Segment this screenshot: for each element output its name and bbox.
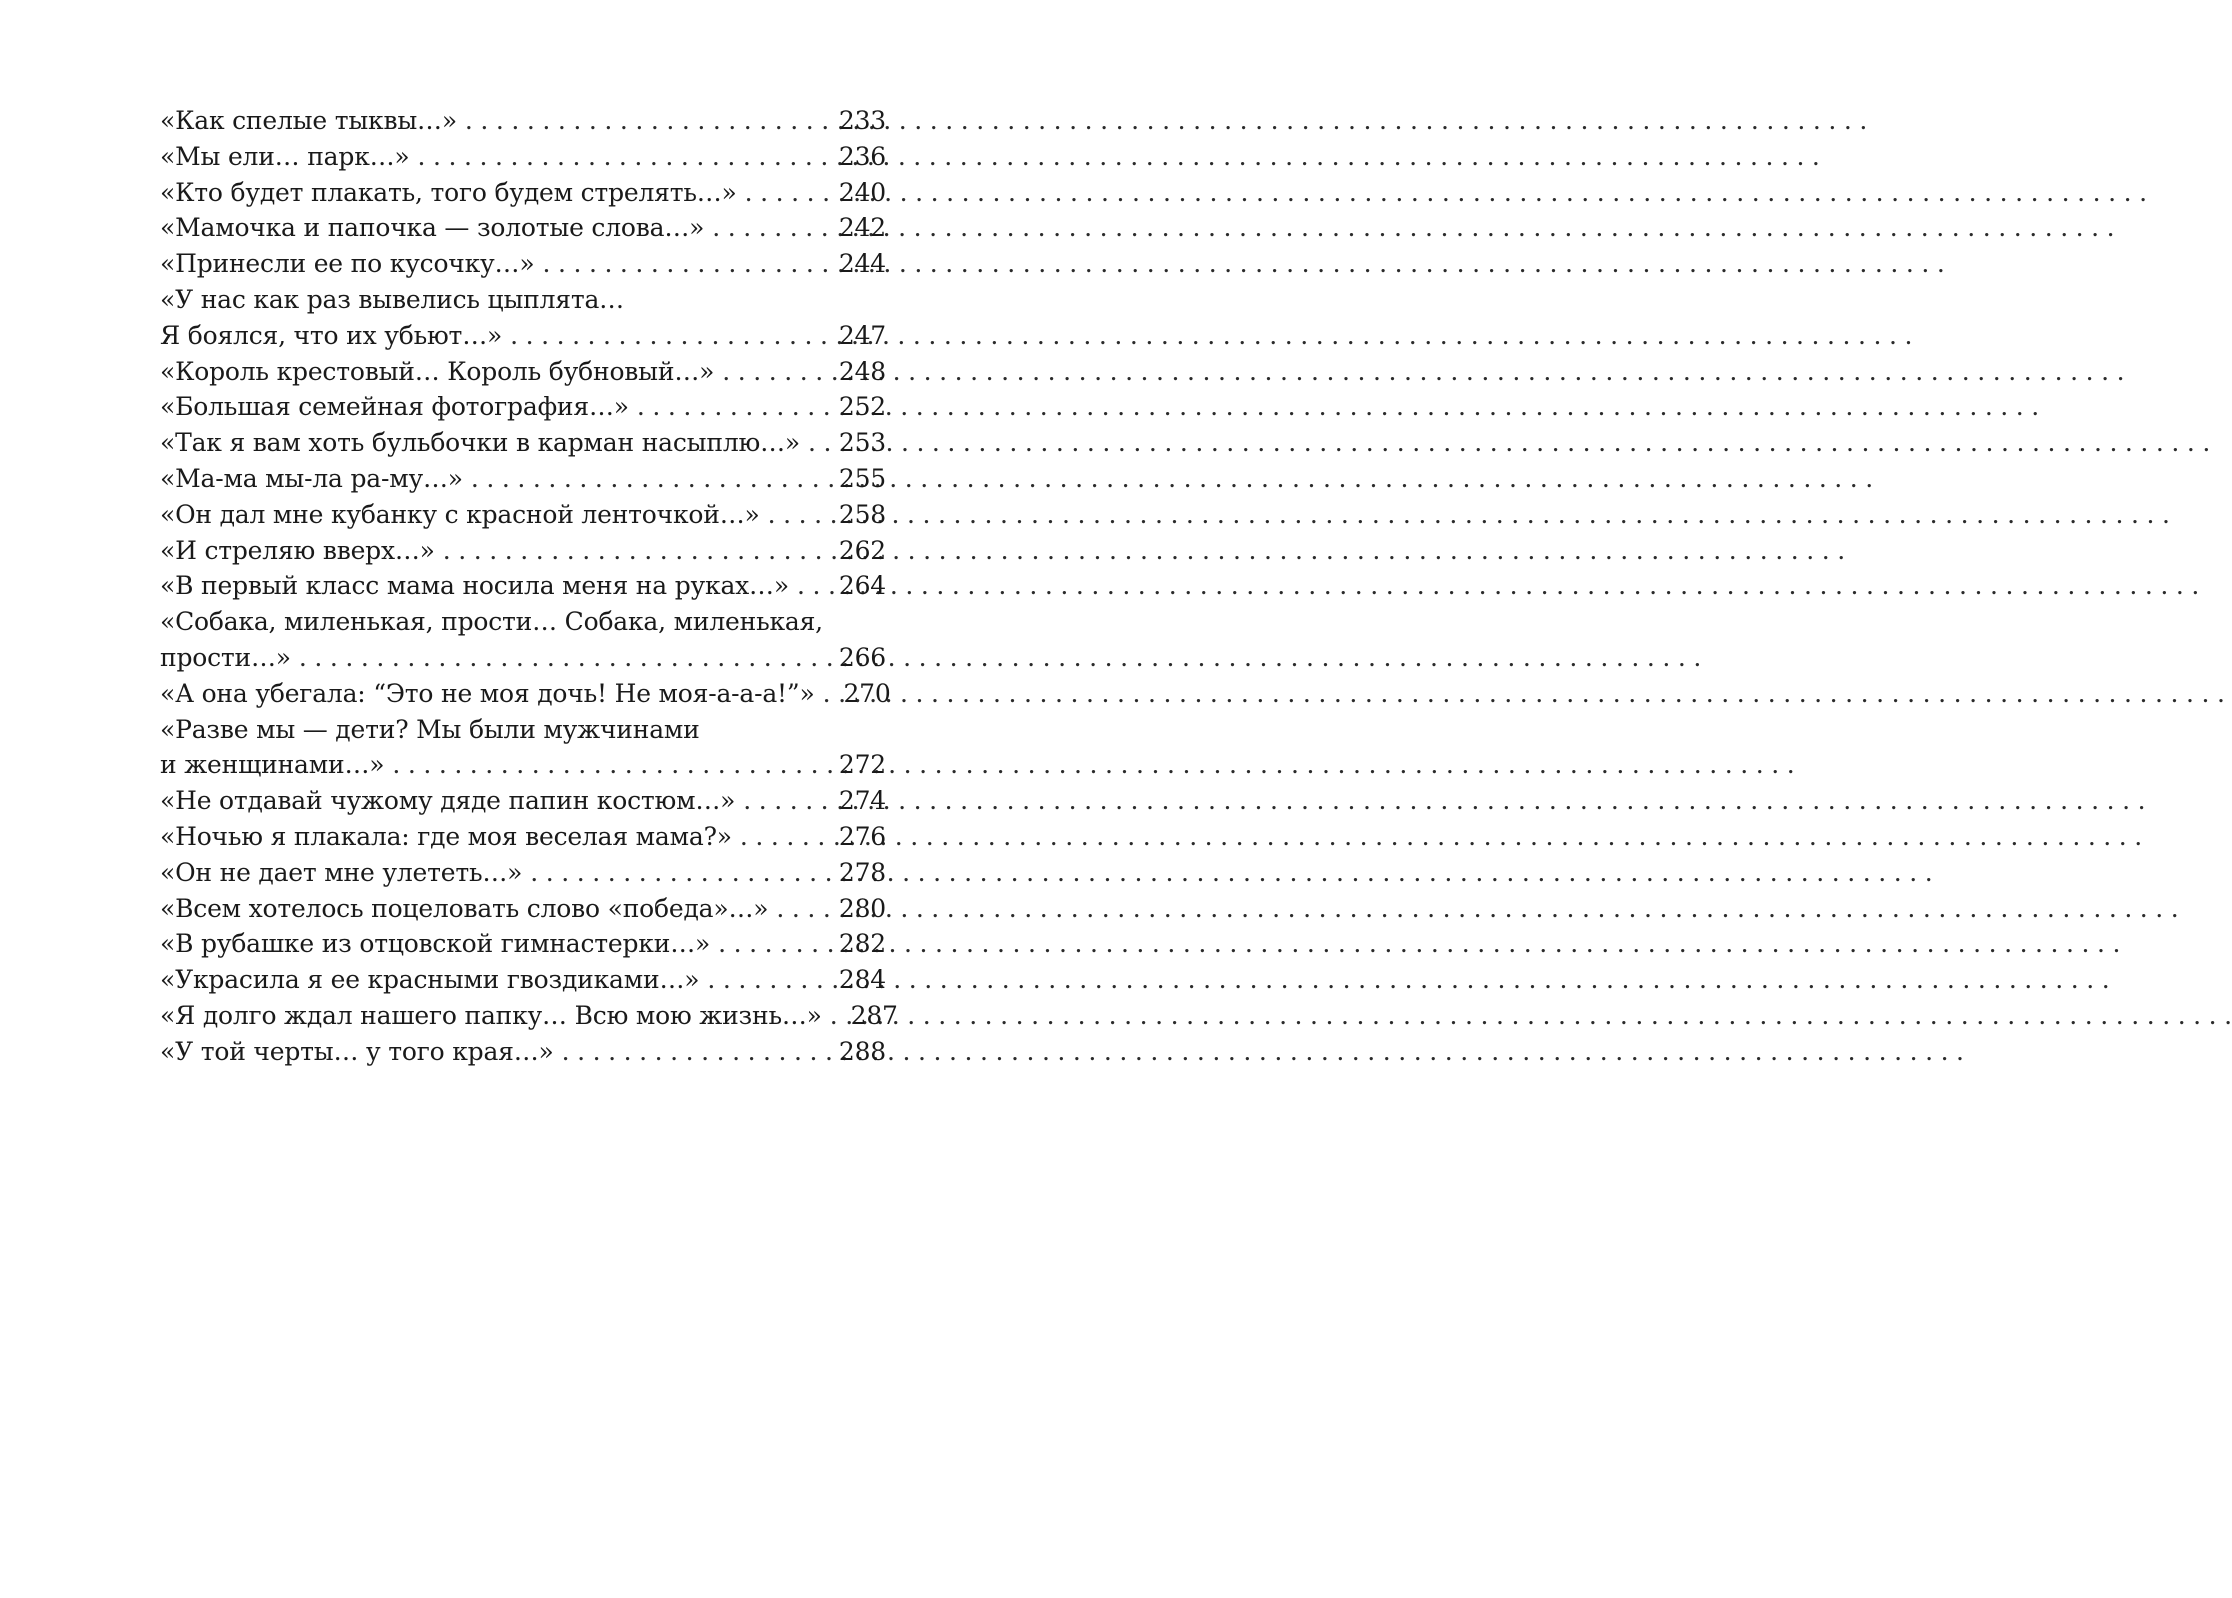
toc-entry[interactable] (160, 998, 898, 1034)
toc-entry[interactable] (160, 676, 891, 712)
dot-leader (562, 1034, 832, 1070)
toc-entry-title: «Как спелые тыквы…» (160, 106, 457, 135)
toc-entry-title: «Так я вам хоть бульбочки в карман насыплю…» (160, 428, 800, 458)
dot-leader (707, 962, 832, 998)
toc-entry[interactable] (160, 926, 886, 962)
dot-leader (443, 533, 832, 569)
toc-entry-title: «Я долго ждал нашего папку… Всю мою жизнь…» (160, 1000, 822, 1030)
dot-leader (830, 998, 844, 1034)
toc-entry-title: «В рубашке из отцовской гимнастерки…» (160, 929, 711, 959)
dot-leader (542, 246, 832, 282)
dot-leader (392, 747, 832, 783)
toc-entry-line (160, 819, 886, 855)
toc-page-number: 247 (838, 320, 886, 350)
toc-entry-title: прости…» (160, 642, 291, 672)
toc-entry-title: «У той черты… у того края…» (160, 1036, 554, 1066)
toc-entry[interactable] (160, 175, 886, 211)
toc-entry-title: «Король крестовый… Король бубновый…» (160, 356, 715, 386)
dot-leader (823, 676, 837, 712)
dot-leader (740, 819, 832, 855)
toc-entry-line (160, 425, 886, 461)
toc-entry[interactable] (160, 425, 886, 461)
toc-page-number: 287 (850, 1000, 898, 1030)
dot-leader (797, 568, 832, 604)
toc-entry-title: «Принесли ее по кусочку…» (160, 249, 535, 279)
toc-page-number: 262 (838, 535, 886, 565)
toc-entry-line (160, 891, 886, 927)
toc-entry-title: «Не отдавай чужому дяде папин костюм…» (160, 786, 736, 816)
toc-page-number: 280 (838, 893, 886, 923)
toc-entry-title: «Кто будет плакать, того будем стрелять…» (160, 177, 737, 207)
toc-entry-line (160, 461, 886, 497)
toc-entry-line (160, 855, 886, 891)
toc-page-number: 274 (838, 786, 886, 816)
toc-entry[interactable] (160, 139, 886, 175)
toc-entry-line (160, 175, 886, 211)
toc-entry-title: «У нас как раз вывелись цыплята… (160, 284, 624, 314)
toc-entry[interactable] (160, 783, 886, 819)
toc-entry[interactable] (160, 282, 886, 354)
toc-page-number: 233 (838, 106, 886, 135)
dot-leader (745, 175, 832, 211)
dot-leader (808, 425, 832, 461)
toc-entry[interactable] (160, 103, 886, 139)
toc-entry-line (160, 998, 898, 1034)
dot-leader (530, 855, 832, 891)
toc-page-number: 284 (838, 965, 886, 995)
toc-page-number: 272 (838, 750, 886, 780)
toc-page-number: 236 (838, 141, 886, 171)
dot-leader (637, 389, 832, 425)
toc-page-number: 255 (838, 463, 886, 493)
dot-leader (299, 640, 832, 676)
toc-entry-title: «Собака, миленькая, прости… Собака, миленькая, (160, 607, 823, 637)
toc-page-number: 248 (838, 356, 886, 386)
toc-entry-line (160, 747, 886, 783)
toc-entry[interactable] (160, 533, 886, 569)
toc-entry-line (160, 962, 886, 998)
table-of-contents (160, 103, 898, 1070)
toc-entry-line (160, 354, 886, 390)
toc-entry[interactable] (160, 246, 886, 282)
dot-leader (418, 139, 832, 175)
toc-entry[interactable] (160, 962, 886, 998)
toc-entry-line (160, 533, 886, 569)
dot-leader (465, 103, 832, 139)
toc-entry-title: «И стреляю вверх…» (160, 535, 435, 565)
toc-entry-title: «Большая семейная фотография…» (160, 392, 629, 422)
toc-entry[interactable] (160, 354, 886, 390)
toc-entry-title: «А она убегала: “Это не моя дочь! Не моя-а-а-а!”» (160, 678, 815, 708)
toc-entry-title: «Он дал мне кубанку с красной ленточкой…» (160, 499, 760, 529)
toc-entry[interactable] (160, 389, 886, 425)
toc-page-number: 252 (838, 392, 886, 422)
toc-page-number: 242 (838, 213, 886, 243)
toc-entry-title: «Всем хотелось поцеловать слово «победа»…» (160, 893, 769, 923)
toc-entry[interactable] (160, 568, 886, 604)
toc-page-number: 288 (838, 1036, 886, 1066)
toc-entry-title: и женщинами…» (160, 750, 385, 780)
toc-entry-title: «Ночью я плакала: где моя веселая мама?» (160, 821, 732, 851)
toc-page-number: 270 (843, 678, 891, 708)
toc-page-number: 264 (838, 571, 886, 601)
toc-entry-title: «Ма-ма мы-ла ра-му…» (160, 463, 463, 493)
toc-entry-line (160, 210, 886, 246)
dot-leader (471, 461, 832, 497)
toc-entry-title: «Украсила я ее красными гвоздиками…» (160, 965, 700, 995)
dot-leader (776, 891, 832, 927)
toc-entry-title: «В первый класс мама носила меня на руках…» (160, 571, 789, 601)
toc-entry-line (160, 139, 886, 175)
toc-entry-line (160, 389, 886, 425)
toc-entry[interactable] (160, 819, 886, 855)
toc-entry-line (160, 282, 886, 318)
toc-page-number: 244 (838, 249, 886, 279)
toc-entry[interactable] (160, 604, 886, 676)
dot-leader (768, 497, 832, 533)
toc-entry-line (160, 497, 886, 533)
toc-page-number: 258 (838, 499, 886, 529)
toc-entry[interactable] (160, 497, 886, 533)
toc-entry-line (160, 640, 886, 676)
toc-entry-line (160, 676, 891, 712)
toc-entry[interactable] (160, 210, 886, 246)
toc-entry-line (160, 568, 886, 604)
toc-page-number: 282 (838, 929, 886, 959)
toc-entry-title: Я боялся, что их убьют…» (160, 320, 503, 350)
toc-entry-title: «Разве мы — дети? Мы были мужчинами (160, 714, 700, 744)
toc-entry[interactable] (160, 712, 886, 784)
toc-page-number: 278 (838, 857, 886, 887)
toc-entry[interactable] (160, 891, 886, 927)
toc-entry[interactable] (160, 855, 886, 891)
toc-page-number: 266 (838, 642, 886, 672)
toc-entry-line (160, 103, 886, 139)
toc-entry-line (160, 246, 886, 282)
toc-entry[interactable] (160, 1034, 886, 1070)
dot-leader (743, 783, 832, 819)
toc-entry-title: «Мамочка и папочка — золотые слова…» (160, 213, 705, 243)
toc-entry-line (160, 318, 886, 354)
toc-page-number: 276 (838, 821, 886, 851)
toc-entry[interactable] (160, 461, 886, 497)
dot-leader (722, 354, 832, 390)
dot-leader (510, 318, 832, 354)
toc-page-number: 253 (838, 428, 886, 458)
toc-entry-line (160, 604, 886, 640)
dot-leader (712, 210, 832, 246)
toc-entry-title: «Мы ели… парк…» (160, 141, 410, 171)
toc-entry-line (160, 712, 886, 748)
toc-entry-line (160, 1034, 886, 1070)
toc-page-number: 240 (838, 177, 886, 207)
toc-entry-line (160, 926, 886, 962)
dot-leader (718, 926, 832, 962)
toc-entry-title: «Он не дает мне улететь…» (160, 857, 523, 887)
toc-entry-line (160, 783, 886, 819)
